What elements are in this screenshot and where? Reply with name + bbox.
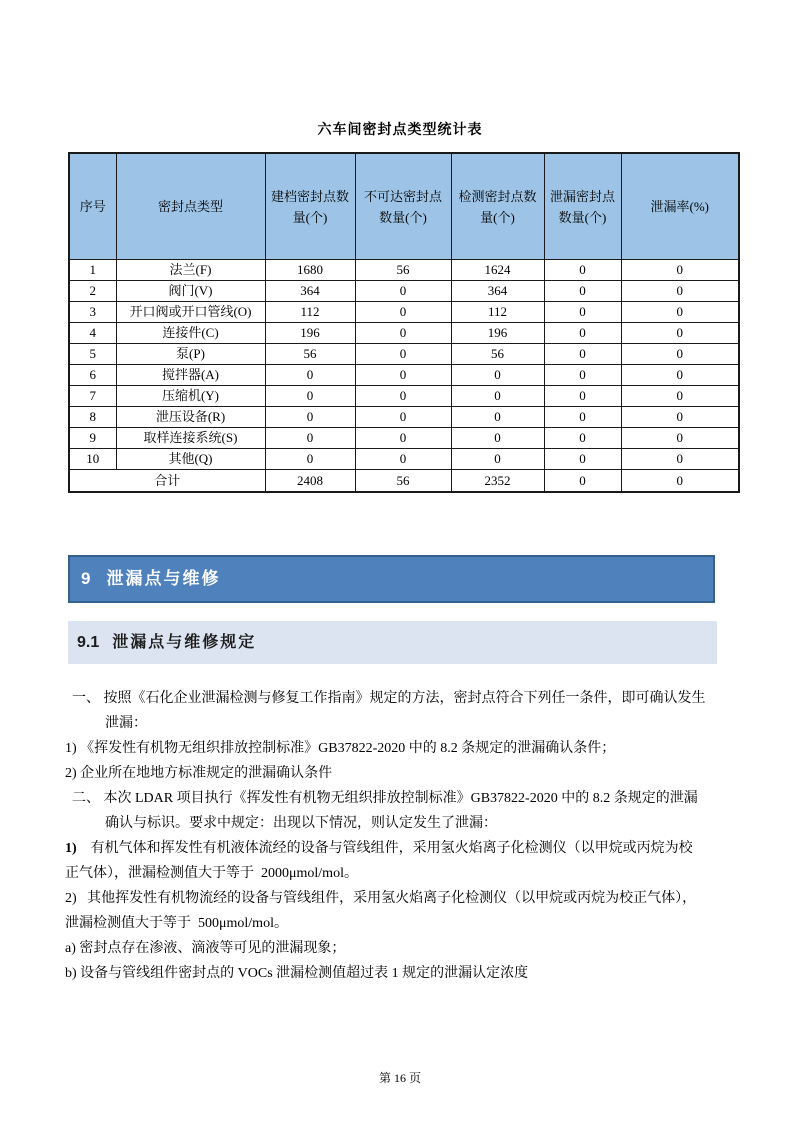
table-cell: 9 (69, 428, 116, 449)
section-number: 9 (81, 569, 91, 588)
table-cell: 0 (621, 428, 739, 449)
table-cell: 0 (355, 365, 451, 386)
table-cell: 7 (69, 386, 116, 407)
table-cell: 0 (451, 428, 544, 449)
table-cell: 0 (544, 302, 621, 323)
table-cell: 0 (355, 428, 451, 449)
table-row (69, 260, 739, 281)
table-cell: 2 (69, 281, 116, 302)
table-row (69, 281, 739, 302)
table-cell: 0 (544, 323, 621, 344)
table-row (69, 323, 739, 344)
table-row (69, 302, 739, 323)
body-line (65, 911, 743, 936)
table-cell: 1680 (265, 260, 355, 281)
table-cell: 泵(P) (116, 344, 265, 365)
page-footer: 第 16 页 (378, 1071, 421, 1085)
body-line-text: 正气体），泄漏检测值大于等于 2000μmol/mol。 (65, 866, 358, 881)
table-cell: 法兰(F) (116, 260, 265, 281)
table-cell: 0 (544, 260, 621, 281)
table-cell: 364 (265, 281, 355, 302)
table-cell: 0 (544, 386, 621, 407)
list-marker: a) (65, 941, 76, 956)
column-header: 泄漏率(%) (621, 153, 739, 260)
table-row (69, 365, 739, 386)
table-cell: 112 (265, 302, 355, 323)
table-cell: 泄压设备(R) (116, 407, 265, 428)
table-cell: 10 (69, 449, 116, 470)
table-cell: 8 (69, 407, 116, 428)
table-cell: 0 (265, 449, 355, 470)
table-cell: 搅拌器(A) (116, 365, 265, 386)
table-cell: 0 (621, 260, 739, 281)
total-value-cell: 0 (544, 470, 621, 493)
table-cell: 0 (265, 365, 355, 386)
body-line (65, 811, 743, 836)
body-line-text: 泄漏检测值大于等于 500μmol/mol。 (65, 916, 288, 931)
table-cell: 112 (451, 302, 544, 323)
table-cell: 1624 (451, 260, 544, 281)
table-cell: 0 (265, 386, 355, 407)
column-header: 密封点类型 (116, 153, 265, 260)
table-cell: 5 (69, 344, 116, 365)
total-value-cell: 2352 (451, 470, 544, 493)
table-cell: 0 (621, 344, 739, 365)
section-heading-9-1 (68, 621, 717, 664)
list-marker: 1) (65, 841, 77, 856)
body-line (65, 836, 743, 861)
body-line-text: 泄漏： (105, 716, 147, 731)
table-cell: 196 (451, 323, 544, 344)
table-cell: 开口阀或开口管线(O) (116, 302, 265, 323)
list-marker: b) (65, 966, 77, 981)
table-title: 六车间密封点类型统计表 (317, 123, 483, 138)
seal-point-statistics-table (68, 152, 740, 493)
table-cell: 4 (69, 323, 116, 344)
table-body (69, 260, 739, 470)
body-line (65, 861, 743, 886)
table-cell: 6 (69, 365, 116, 386)
section-title: 泄漏点与维修 (106, 569, 221, 588)
table-cell: 连接件(C) (116, 323, 265, 344)
body-line-text: 企业所在地地方标准规定的泄漏确认条件 (76, 766, 333, 781)
table-cell: 0 (544, 344, 621, 365)
table-cell: 0 (355, 302, 451, 323)
total-value-cell: 2408 (265, 470, 355, 493)
table-cell: 56 (355, 260, 451, 281)
table-cell: 3 (69, 302, 116, 323)
column-header: 序号 (69, 153, 116, 260)
table-row (69, 428, 739, 449)
table-header-row (69, 153, 739, 260)
table-cell: 56 (265, 344, 355, 365)
body-line (65, 711, 743, 736)
body-line-text: 设备与管线组件密封点的 VOCs 泄漏检测值超过表 1 规定的泄漏认定浓度 (76, 966, 529, 981)
table-cell: 0 (544, 449, 621, 470)
body-line-text: 有机气体和挥发性有机液体流经的设备与管线组件，采用氢火焰离子化检测仪（以甲烷或丙烷为校 (76, 841, 693, 856)
table-cell: 0 (451, 407, 544, 428)
list-marker: 二、 (72, 791, 100, 806)
body-line-text: 其他挥发性有机物流经的设备与管线组件，采用氢火焰离子化检测仪（以甲烷或丙烷为校正气体）， (76, 891, 697, 906)
body-line (65, 686, 743, 711)
table-cell: 0 (621, 407, 739, 428)
table-cell: 0 (355, 386, 451, 407)
table-cell: 0 (451, 386, 544, 407)
table-row (69, 344, 739, 365)
body-line (65, 786, 743, 811)
body-line (65, 736, 743, 761)
subsection-title: 泄漏点与维修规定 (112, 634, 257, 651)
column-header: 检测密封点数量(个) (451, 153, 544, 260)
section-heading-9 (68, 555, 715, 603)
total-label-cell: 合计 (69, 470, 265, 493)
table-cell: 0 (544, 281, 621, 302)
table-cell: 0 (621, 281, 739, 302)
column-header: 建档密封点数量(个) (265, 153, 355, 260)
table-cell: 364 (451, 281, 544, 302)
table-cell: 0 (355, 344, 451, 365)
table-cell: 0 (544, 365, 621, 386)
table-cell: 196 (265, 323, 355, 344)
table-cell: 0 (355, 407, 451, 428)
list-marker: 1) (65, 741, 77, 756)
body-line-text: 按照《石化企业泄漏检测与修复工作指南》规定的方法，密封点符合下列任一条件，即可确认发生 (100, 691, 706, 706)
table-cell: 0 (544, 428, 621, 449)
list-marker: 一、 (72, 691, 100, 706)
body-line (65, 761, 743, 786)
table-cell: 阀门(V) (116, 281, 265, 302)
table-cell: 0 (355, 281, 451, 302)
total-value-cell: 0 (621, 470, 739, 493)
table-cell: 0 (621, 386, 739, 407)
body-line-text: 确认与标识。要求中规定：出现以下情况，则认定发生了泄漏： (105, 816, 497, 831)
body-line-text: 《挥发性有机物无组织排放控制标准》GB37822-2020 中的 8.2 条规定的泄漏确认条件； (76, 741, 616, 756)
table-total-row (69, 470, 739, 493)
body-text (65, 686, 743, 986)
table-cell: 0 (355, 323, 451, 344)
body-line-text: 本次 LDAR 项目执行《挥发性有机物无组织排放控制标准》GB37822-2020 中的 8.2 条规定的泄漏 (100, 791, 698, 806)
table-cell: 0 (355, 449, 451, 470)
table-cell: 0 (451, 365, 544, 386)
table-cell: 0 (265, 407, 355, 428)
table-cell: 0 (544, 407, 621, 428)
list-marker: 2) (65, 891, 77, 906)
table-cell: 56 (451, 344, 544, 365)
table-cell: 取样连接系统(S) (116, 428, 265, 449)
table-cell: 其他(Q) (116, 449, 265, 470)
body-line (65, 936, 743, 961)
table-cell: 0 (621, 365, 739, 386)
body-line-text: 密封点存在渗液、滴液等可见的泄漏现象； (75, 941, 346, 956)
list-marker: 2) (65, 766, 77, 781)
table-cell: 0 (621, 323, 739, 344)
table-cell: 0 (451, 449, 544, 470)
table-cell: 压缩机(Y) (116, 386, 265, 407)
subsection-number: 9.1 (77, 634, 100, 651)
column-header: 不可达密封点数量(个) (355, 153, 451, 260)
total-value-cell: 56 (355, 470, 451, 493)
table-row (69, 449, 739, 470)
table-row (69, 407, 739, 428)
body-line (65, 886, 743, 911)
table-cell: 0 (265, 428, 355, 449)
table-cell: 0 (621, 449, 739, 470)
body-line (65, 961, 743, 986)
column-header: 泄漏密封点数量(个) (544, 153, 621, 260)
table-cell: 1 (69, 260, 116, 281)
table-row (69, 386, 739, 407)
table-cell: 0 (621, 302, 739, 323)
